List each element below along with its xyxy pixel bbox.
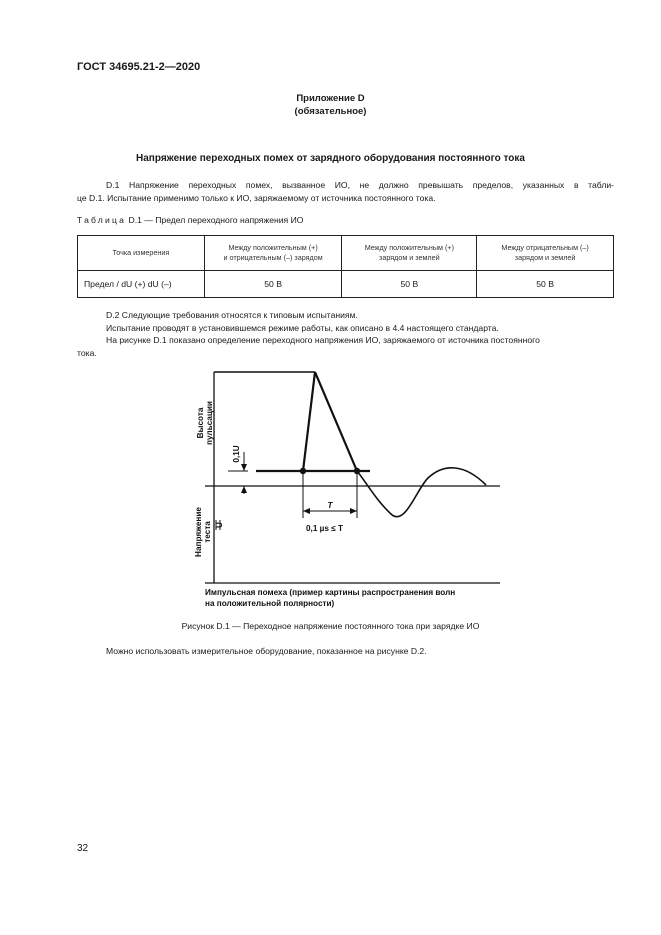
section-title: Напряжение переходных помех от зарядного оборудования постоянного тока [136,153,525,164]
u-label: U [215,522,224,528]
appendix-subtitle: (обязательное) [294,106,367,117]
paragraph-line: тока. [77,347,97,358]
table-row [78,271,614,298]
arrowhead-down-icon [241,464,247,471]
transient-voltage-figure [0,360,661,610]
pulse-height-label: пульсации [205,401,214,445]
table-cell: 50 В [477,271,614,298]
start-marker [300,468,306,474]
step-label: 0,1U [232,445,241,463]
table-header-cell: Между отрицательным (–) зарядом и землей [477,236,614,271]
table-caption-prefix: Таблица [77,215,127,225]
table-header-row [78,236,614,271]
figure-inner-caption: Импульсная помеха (пример картины распространения волн [205,588,456,597]
pulse-falling-edge [315,372,357,471]
arrowhead-up-icon [241,486,247,493]
table-cell: Предел / dU (+) dU (–) [78,271,205,298]
pulse-rising-edge [303,372,315,471]
t-label: T [327,501,333,510]
paragraph-line: На рисунке D.1 показано определение переходного напряжения ИО, заряжаемого от источника постоянного [106,335,540,345]
condition-label: 0,1 µs ≤ T [306,524,343,533]
standard-designation: ГОСТ 34695.21-2—2020 [77,61,201,73]
table-caption-text: D.1 — Предел переходного напряжения ИО [128,215,304,225]
arrowhead-right-icon [350,508,357,514]
test-voltage-label: теста [203,521,212,543]
table-caption [77,215,303,225]
appendix-heading [0,92,661,118]
appendix-title: Приложение D [296,93,365,104]
paragraph-d1 [77,179,614,204]
test-voltage-label: Напряжение [194,507,203,557]
table-cell: 50 В [204,271,342,298]
table-cell: 50 В [342,271,477,298]
page-number: 32 [77,843,89,854]
table-header-cell: Между положительным (+) зарядом и землей [342,236,477,271]
transient-voltage-limit-table [77,235,614,298]
arrowhead-left-icon [303,508,310,514]
table-header-cell: Между положительным (+) и отрицательным (–) зарядом [204,236,342,271]
pulse-height-label: Высота [196,407,205,439]
paragraph-line: це D.1. Испытание применимо только к ИО, заряжаемому от источника постоянного тока. [77,192,436,203]
paragraph-line: Испытание проводят в установившемся режиме работы, как описано в 4.4 настоящего стандарта. [106,322,499,333]
paragraph-d2 [77,309,614,359]
paragraph-line: D.1 Напряжение переходных помех, вызванное ИО, не должно превышать пределов, указанных в табли- [106,180,614,190]
damped-oscillation-wave [357,468,486,517]
figure-inner-caption: на положительной полярности) [205,599,335,608]
table-header-cell: Точка измерения [78,236,205,271]
figure-caption: Рисунок D.1 — Переходное напряжение постоянного тока при зарядке ИО [181,621,480,631]
paragraph-line: D.2 Следующие требования относятся к типовым испытаниям. [106,310,358,320]
closing-paragraph: Можно использовать измерительное оборудование, показанное на рисунке D.2. [106,646,427,656]
